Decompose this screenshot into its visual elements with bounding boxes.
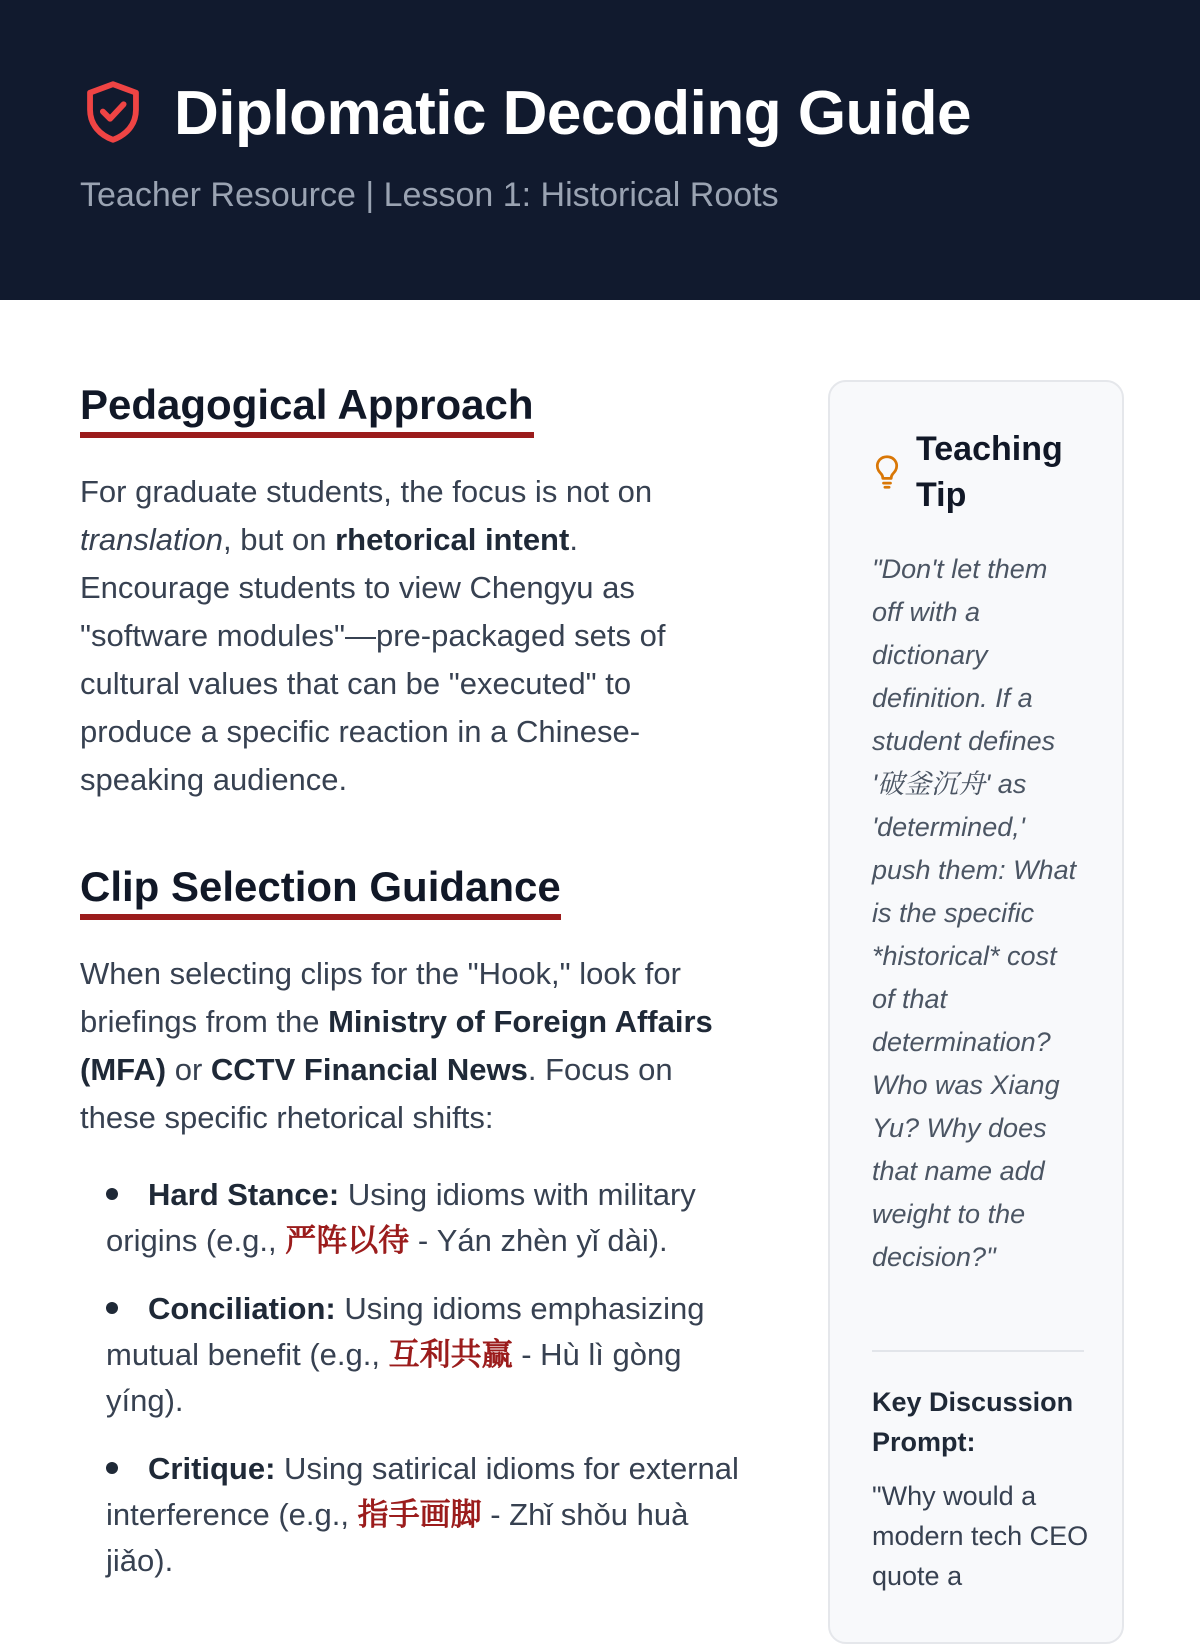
- list-item: [106, 1286, 756, 1424]
- bullet-dot: [106, 1188, 118, 1200]
- bullet-dot: [106, 1302, 118, 1314]
- strong-text: rhetorical intent: [335, 522, 570, 557]
- clips-heading: Clip Selection Guidance: [80, 862, 561, 920]
- pinyin-text: - Hù lì gòng yíng).: [106, 1337, 682, 1418]
- divider: [872, 1350, 1084, 1352]
- bullet-dot: [106, 1462, 118, 1474]
- bullet-label: Hard Stance:: [148, 1177, 340, 1212]
- teaching-tip-title: Teaching Tip: [916, 430, 1063, 514]
- emphasis-text: translation: [80, 522, 224, 557]
- strong-text: Ministry of Foreign Affairs (MFA): [80, 1004, 713, 1087]
- text-run: . Encourage students to view Chengyu as "software modules"—pre-packaged sets of cultural values that can be "executed" to produce a specific reaction in a Chinese-speaking audience.: [80, 522, 666, 797]
- pedagogy-heading: Pedagogical Approach: [80, 380, 534, 438]
- text-run: or: [166, 1052, 211, 1087]
- page-header: [0, 0, 1200, 300]
- lightbulb-icon: [874, 454, 900, 490]
- page-title: Diplomatic Decoding Guide: [174, 79, 972, 148]
- clips-paragraph: [80, 950, 750, 1142]
- bullet-label: Conciliation:: [148, 1291, 336, 1326]
- text-run: , but on: [223, 522, 336, 557]
- teaching-tip-quote: "Don't let them off with a dictionary definition. If a student defines '破釜沉舟' as 'determined,' push them: What is the specific *historical* cost of that determination? Who was Xiang Yu? Why does that name add weight to the decision?": [872, 554, 1077, 1272]
- text-run: For graduate students, the focus is not on: [80, 474, 653, 509]
- discussion-prompt-title: Key Discussion Prompt:: [872, 1387, 1074, 1457]
- bullet-label: Critique:: [148, 1451, 276, 1486]
- text-run: When selecting clips for the "Hook," look for briefings from the: [80, 956, 681, 1039]
- teaching-tip-sidebar: [828, 380, 1124, 1644]
- list-item: [106, 1446, 756, 1584]
- pinyin-text: - Yán zhèn yǐ dài).: [409, 1223, 668, 1258]
- page-subtitle: Teacher Resource | Lesson 1: Historical Roots: [80, 176, 779, 214]
- bullet-text: Using satirical idioms for external interference (e.g.,: [106, 1451, 739, 1532]
- list-item: [106, 1172, 756, 1264]
- idiom-text: 互利共赢: [388, 1337, 513, 1372]
- shield-check-icon: [84, 80, 142, 144]
- bullet-text: Using idioms with military origins (e.g.,: [106, 1177, 696, 1258]
- bullet-text: Using idioms emphasizing mutual benefit (e.g.,: [106, 1291, 705, 1372]
- text-run: . Focus on these specific rhetorical shifts:: [80, 1052, 673, 1135]
- pinyin-text: - Zhǐ shǒu huà jiǎo).: [106, 1497, 689, 1578]
- discussion-prompt-text: "Why would a modern tech CEO quote a: [872, 1481, 1089, 1591]
- pedagogy-paragraph: [80, 468, 720, 804]
- idiom-text: 严阵以待: [285, 1223, 410, 1258]
- rhetorical-shifts-list: [106, 1172, 756, 1606]
- strong-text: CCTV Financial News: [210, 1052, 528, 1087]
- idiom-text: 指手画脚: [357, 1497, 482, 1532]
